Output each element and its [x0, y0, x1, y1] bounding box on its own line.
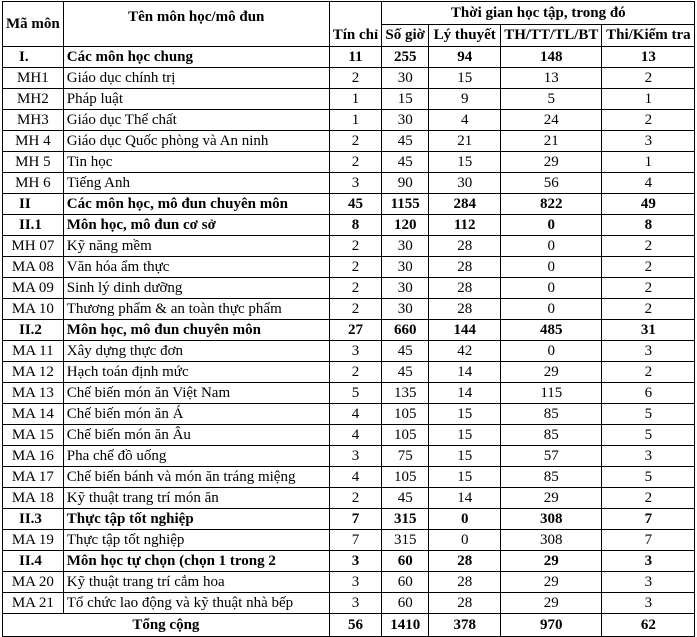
cell-practice: 485 [501, 320, 602, 341]
table-row [3, 89, 695, 110]
cell-exam: 3 [602, 446, 695, 467]
cell-exam: 5 [602, 467, 695, 488]
cell-exam: 7 [602, 530, 695, 551]
table-row [3, 467, 695, 488]
cell-code: MH2 [3, 89, 64, 110]
cell-name: Văn hóa ẩm thực [63, 257, 329, 278]
cell-theory: 0 [429, 530, 501, 551]
cell-code: MH 6 [3, 173, 64, 194]
cell-theory: 28 [429, 572, 501, 593]
table-row [3, 173, 695, 194]
cell-credits: 8 [329, 215, 381, 236]
cell-hours: 105 [382, 404, 429, 425]
cell-name: Pháp luật [63, 89, 329, 110]
cell-theory: 28 [429, 278, 501, 299]
cell-theory: 4 [429, 110, 501, 131]
cell-code: MA 13 [3, 383, 64, 404]
cell-credits: 2 [329, 152, 381, 173]
cell-exam: 49 [602, 194, 695, 215]
cell-theory: 14 [429, 383, 501, 404]
cell-practice: 29 [501, 572, 602, 593]
col-header-practice: TH/TT/TL/BT [501, 24, 602, 47]
cell-theory: 15 [429, 425, 501, 446]
cell-name: Chế biến bánh và món ăn tráng miệng [63, 467, 329, 488]
cell-code: MA 19 [3, 530, 64, 551]
cell-exam: 3 [602, 572, 695, 593]
total-theory: 378 [429, 614, 501, 637]
cell-name: Các môn học chung [63, 47, 329, 68]
cell-practice: 29 [501, 488, 602, 509]
cell-code: II.3 [3, 509, 64, 530]
table-body [3, 47, 695, 614]
cell-practice: 85 [501, 404, 602, 425]
cell-code: II.1 [3, 215, 64, 236]
cell-practice: 85 [501, 425, 602, 446]
cell-theory: 28 [429, 593, 501, 614]
cell-code: MH 4 [3, 131, 64, 152]
cell-exam: 3 [602, 131, 695, 152]
cell-hours: 15 [382, 89, 429, 110]
cell-name: Môn học, mô đun chuyên môn [63, 320, 329, 341]
cell-name: Chế biến món ăn Việt Nam [63, 383, 329, 404]
cell-code: MA 10 [3, 299, 64, 320]
cell-exam: 2 [602, 299, 695, 320]
col-header-hours: Số giờ [382, 24, 429, 47]
table-row [3, 47, 695, 68]
cell-exam: 3 [602, 341, 695, 362]
cell-name: Giáo dục Quốc phòng và An ninh [63, 131, 329, 152]
cell-theory: 112 [429, 215, 501, 236]
cell-credits: 5 [329, 383, 381, 404]
cell-practice: 0 [501, 257, 602, 278]
cell-code: MA 11 [3, 341, 64, 362]
table-row [3, 131, 695, 152]
cell-name: Pha chế đồ uống [63, 446, 329, 467]
cell-theory: 14 [429, 362, 501, 383]
cell-credits: 3 [329, 173, 381, 194]
table-row [3, 509, 695, 530]
cell-hours: 45 [382, 131, 429, 152]
table-row [3, 236, 695, 257]
cell-theory: 28 [429, 299, 501, 320]
table-row [3, 68, 695, 89]
cell-hours: 30 [382, 110, 429, 131]
cell-hours: 255 [382, 47, 429, 68]
cell-hours: 30 [382, 68, 429, 89]
cell-hours: 135 [382, 383, 429, 404]
table-row [3, 215, 695, 236]
cell-code: MA 14 [3, 404, 64, 425]
cell-practice: 56 [501, 173, 602, 194]
cell-exam: 13 [602, 47, 695, 68]
cell-theory: 15 [429, 404, 501, 425]
col-header-time-group: Thời gian học tập, trong đó [382, 2, 695, 25]
cell-exam: 5 [602, 425, 695, 446]
cell-code: MA 17 [3, 467, 64, 488]
col-header-theory: Lý thuyết [429, 24, 501, 47]
cell-theory: 21 [429, 131, 501, 152]
cell-hours: 120 [382, 215, 429, 236]
cell-hours: 30 [382, 257, 429, 278]
table-row [3, 152, 695, 173]
header-row-1 [3, 2, 695, 25]
cell-credits: 45 [329, 194, 381, 215]
cell-theory: 284 [429, 194, 501, 215]
cell-credits: 4 [329, 467, 381, 488]
cell-hours: 45 [382, 488, 429, 509]
cell-theory: 28 [429, 551, 501, 572]
cell-exam: 2 [602, 110, 695, 131]
cell-exam: 6 [602, 383, 695, 404]
cell-name: Kỹ thuật trang trí cắm hoa [63, 572, 329, 593]
cell-code: MH 5 [3, 152, 64, 173]
cell-practice: 5 [501, 89, 602, 110]
cell-exam: 8 [602, 215, 695, 236]
cell-credits: 2 [329, 68, 381, 89]
cell-hours: 45 [382, 152, 429, 173]
cell-name: Kỹ năng mềm [63, 236, 329, 257]
cell-theory: 144 [429, 320, 501, 341]
table-row [3, 593, 695, 614]
cell-credits: 7 [329, 530, 381, 551]
cell-name: Thực tập tốt nghiệp [63, 530, 329, 551]
cell-practice: 57 [501, 446, 602, 467]
cell-exam: 31 [602, 320, 695, 341]
cell-credits: 2 [329, 362, 381, 383]
cell-theory: 28 [429, 236, 501, 257]
cell-exam: 2 [602, 236, 695, 257]
cell-name: Chế biến món ăn Âu [63, 425, 329, 446]
cell-hours: 90 [382, 173, 429, 194]
cell-practice: 24 [501, 110, 602, 131]
cell-credits: 2 [329, 257, 381, 278]
cell-credits: 1 [329, 89, 381, 110]
table-row [3, 278, 695, 299]
cell-practice: 308 [501, 530, 602, 551]
cell-practice: 0 [501, 215, 602, 236]
table-row [3, 404, 695, 425]
table-row [3, 488, 695, 509]
cell-credits: 2 [329, 299, 381, 320]
cell-credits: 3 [329, 572, 381, 593]
cell-code: II [3, 194, 64, 215]
table-row [3, 299, 695, 320]
cell-theory: 15 [429, 467, 501, 488]
cell-code: MA 21 [3, 593, 64, 614]
cell-practice: 13 [501, 68, 602, 89]
cell-name: Tổ chức lao động và kỹ thuật nhà bếp [63, 593, 329, 614]
cell-code: II.2 [3, 320, 64, 341]
cell-hours: 105 [382, 467, 429, 488]
cell-theory: 94 [429, 47, 501, 68]
cell-hours: 60 [382, 593, 429, 614]
table-row [3, 446, 695, 467]
cell-hours: 1155 [382, 194, 429, 215]
cell-code: MH3 [3, 110, 64, 131]
cell-exam: 3 [602, 551, 695, 572]
cell-credits: 2 [329, 131, 381, 152]
table-row [3, 572, 695, 593]
col-header-credits: Tín chỉ [329, 2, 381, 47]
cell-hours: 315 [382, 509, 429, 530]
table-row [3, 320, 695, 341]
cell-theory: 30 [429, 173, 501, 194]
total-credits: 56 [329, 614, 381, 637]
cell-theory: 28 [429, 257, 501, 278]
cell-hours: 75 [382, 446, 429, 467]
total-row [3, 614, 695, 637]
cell-hours: 30 [382, 236, 429, 257]
cell-practice: 21 [501, 131, 602, 152]
cell-name: Môn học tự chọn (chọn 1 trong 2 [63, 551, 329, 572]
cell-practice: 115 [501, 383, 602, 404]
table-row [3, 551, 695, 572]
table-row [3, 383, 695, 404]
table-row [3, 341, 695, 362]
cell-theory: 15 [429, 446, 501, 467]
cell-practice: 0 [501, 236, 602, 257]
cell-hours: 45 [382, 362, 429, 383]
cell-exam: 2 [602, 488, 695, 509]
cell-practice: 29 [501, 551, 602, 572]
cell-name: Xây dựng thực đơn [63, 341, 329, 362]
table-row [3, 362, 695, 383]
cell-practice: 29 [501, 593, 602, 614]
cell-code: II.4 [3, 551, 64, 572]
cell-practice: 308 [501, 509, 602, 530]
cell-code: MH 07 [3, 236, 64, 257]
total-exam: 62 [602, 614, 695, 637]
cell-name: Sinh lý dinh dưỡng [63, 278, 329, 299]
cell-credits: 3 [329, 593, 381, 614]
cell-theory: 0 [429, 509, 501, 530]
cell-credits: 2 [329, 236, 381, 257]
cell-credits: 4 [329, 425, 381, 446]
cell-code: MA 09 [3, 278, 64, 299]
col-header-exam: Thi/Kiểm tra [602, 24, 695, 47]
table-row [3, 530, 695, 551]
cell-code: MA 08 [3, 257, 64, 278]
cell-name: Kỹ thuật trang trí món ăn [63, 488, 329, 509]
cell-credits: 3 [329, 551, 381, 572]
total-practice: 970 [501, 614, 602, 637]
cell-name: Các môn học, mô đun chuyên môn [63, 194, 329, 215]
cell-code: MA 12 [3, 362, 64, 383]
cell-practice: 29 [501, 362, 602, 383]
cell-practice: 85 [501, 467, 602, 488]
cell-name: Chế biến món ăn Á [63, 404, 329, 425]
cell-code: MH1 [3, 68, 64, 89]
cell-name: Giáo dục chính trị [63, 68, 329, 89]
total-label: Tổng cộng [3, 614, 330, 637]
cell-credits: 27 [329, 320, 381, 341]
cell-theory: 42 [429, 341, 501, 362]
cell-credits: 7 [329, 509, 381, 530]
cell-theory: 14 [429, 488, 501, 509]
cell-exam: 1 [602, 152, 695, 173]
cell-credits: 3 [329, 341, 381, 362]
table-row [3, 257, 695, 278]
cell-practice: 822 [501, 194, 602, 215]
cell-credits: 11 [329, 47, 381, 68]
cell-code: I. [3, 47, 64, 68]
cell-practice: 0 [501, 341, 602, 362]
cell-exam: 3 [602, 593, 695, 614]
table-row [3, 110, 695, 131]
cell-hours: 105 [382, 425, 429, 446]
cell-code: MA 15 [3, 425, 64, 446]
cell-hours: 30 [382, 299, 429, 320]
cell-credits: 4 [329, 404, 381, 425]
cell-credits: 1 [329, 110, 381, 131]
cell-name: Hạch toán định mức [63, 362, 329, 383]
cell-name: Môn học, mô đun cơ sở [63, 215, 329, 236]
cell-hours: 60 [382, 572, 429, 593]
cell-code: MA 18 [3, 488, 64, 509]
cell-name: Thực tập tốt nghiệp [63, 509, 329, 530]
cell-code: MA 20 [3, 572, 64, 593]
cell-exam: 2 [602, 362, 695, 383]
cell-practice: 0 [501, 278, 602, 299]
cell-exam: 4 [602, 173, 695, 194]
cell-hours: 660 [382, 320, 429, 341]
total-hours: 1410 [382, 614, 429, 637]
cell-exam: 2 [602, 278, 695, 299]
cell-theory: 15 [429, 68, 501, 89]
cell-credits: 2 [329, 278, 381, 299]
cell-code: MA 16 [3, 446, 64, 467]
cell-hours: 315 [382, 530, 429, 551]
col-header-code: Mã môn [3, 2, 64, 47]
cell-name: Tin học [63, 152, 329, 173]
cell-exam: 2 [602, 257, 695, 278]
col-header-name: Tên môn học/mô đun [63, 2, 329, 47]
cell-exam: 5 [602, 404, 695, 425]
cell-exam: 7 [602, 509, 695, 530]
cell-practice: 0 [501, 299, 602, 320]
cell-credits: 3 [329, 446, 381, 467]
cell-practice: 29 [501, 152, 602, 173]
cell-name: Giáo dục Thể chất [63, 110, 329, 131]
cell-hours: 45 [382, 341, 429, 362]
table-row [3, 194, 695, 215]
table-row [3, 425, 695, 446]
cell-credits: 2 [329, 488, 381, 509]
cell-theory: 9 [429, 89, 501, 110]
cell-practice: 148 [501, 47, 602, 68]
cell-name: Tiếng Anh [63, 173, 329, 194]
cell-theory: 15 [429, 152, 501, 173]
cell-hours: 30 [382, 278, 429, 299]
cell-name: Thương phẩm & an toàn thực phẩm [63, 299, 329, 320]
curriculum-table [2, 1, 695, 637]
cell-hours: 60 [382, 551, 429, 572]
cell-exam: 2 [602, 68, 695, 89]
cell-exam: 1 [602, 89, 695, 110]
